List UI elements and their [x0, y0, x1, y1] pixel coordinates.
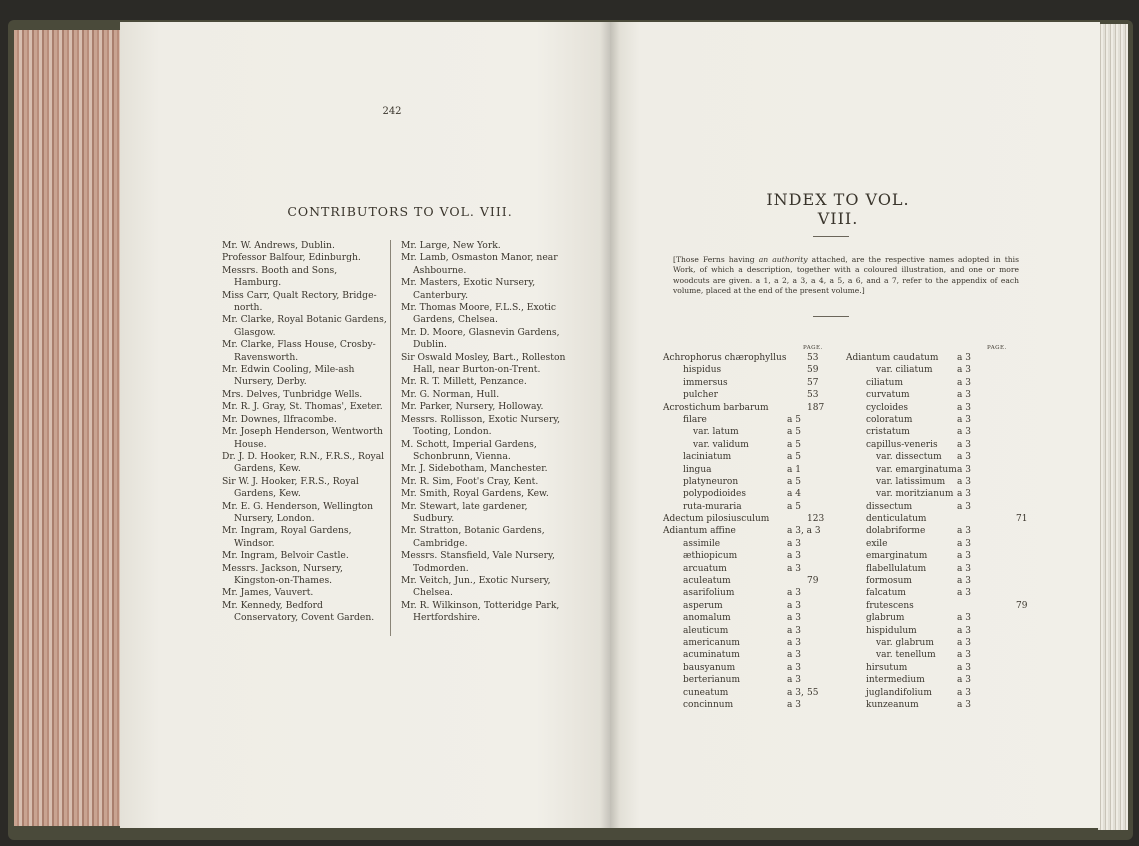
index-entry — [663, 377, 823, 389]
index-entry-name: dissectum — [866, 501, 913, 512]
index-entry-appendix-ref: a 4 — [787, 489, 801, 500]
index-entry — [846, 414, 1006, 426]
index-entry-appendix-ref: a 3 — [787, 538, 801, 549]
index-entry-appendix-ref: a 3 — [957, 588, 971, 599]
index-entry-appendix-ref: a 5 — [787, 427, 801, 438]
index-entry-name: exile — [866, 538, 888, 549]
index-entry-appendix-ref: a 3 — [957, 501, 971, 512]
index-entry-appendix-ref: a 3 — [957, 699, 971, 710]
index-entry-name: flabellulatum — [866, 563, 927, 574]
index-entry-name: juglandifolium — [866, 687, 932, 698]
index-entry-appendix-ref: a 3, — [787, 687, 804, 698]
index-entry-name: cuneatum — [683, 687, 729, 698]
index-entry-name: hispidulum — [866, 625, 917, 636]
index-entry — [846, 364, 1006, 376]
index-entry — [846, 674, 1006, 686]
index-entry-page: 57 — [807, 377, 819, 388]
index-entry — [663, 488, 823, 500]
index-entry-name: var. ciliatum — [876, 365, 933, 376]
index-entry — [663, 352, 823, 364]
contributor-entry: Mr. Thomas Moore, F.L.S., Exotic Gardens, Chelsea. — [401, 302, 556, 326]
contributor-entry: Mr. R. Wilkinson, Totteridge Park, Hertfordshire. — [401, 599, 560, 624]
index-intro — [673, 255, 1019, 297]
index-entry-name: pulcher — [683, 390, 718, 401]
page-edges-left — [14, 30, 124, 826]
index-entry-appendix-ref: a 3 — [957, 625, 971, 636]
index-entry — [846, 389, 1006, 401]
index-entry-name: æthiopicum — [683, 551, 738, 562]
index-entry-name: var. moritzianum — [876, 489, 954, 500]
index-entry-appendix-ref: a 3 — [957, 551, 971, 562]
index-entry-name: Achrophorus chærophyllus — [663, 353, 787, 363]
contributor-entry: Mr. Large, New York. — [401, 240, 501, 251]
index-entry-page: 59 — [807, 365, 819, 376]
contributor-entry: Messrs. Booth and Sons, Hamburg. — [222, 264, 338, 289]
page-column-head-right: PAGE. — [987, 345, 1007, 351]
index-entry-name: formosum — [866, 576, 912, 587]
contributors-column-right — [401, 240, 566, 625]
index-entry-appendix-ref: a 3 — [787, 588, 801, 599]
index-entry-appendix-ref: a 3 — [957, 414, 971, 425]
contributor-entry: Sir W. J. Hooker, F.R.S., Royal Gardens, Kew. — [222, 475, 359, 500]
index-entry-appendix-ref: a 3 — [957, 687, 971, 698]
index-entry-name: Acrostichum barbarum — [663, 402, 769, 413]
index-entry-name: var. glabrum — [876, 637, 934, 648]
index-entry — [663, 501, 823, 513]
index-entry-appendix-ref: a 3 — [957, 563, 971, 574]
index-entry — [846, 538, 1006, 550]
index-entry-name: frutescens — [866, 600, 914, 611]
index-entry-name: var. latissimum — [876, 476, 946, 487]
index-entry — [846, 451, 1006, 463]
index-entry — [663, 687, 823, 699]
index-entry-name: capillus-veneris — [866, 439, 938, 450]
contributor-entry: Mr. Clarke, Flass House, Crosby-Ravensworth. — [222, 339, 376, 363]
index-entry-appendix-ref: a 3 — [957, 526, 971, 537]
column-divider — [390, 240, 391, 636]
index-entry-name: Adiantum affine — [663, 526, 736, 537]
index-entry-name: Adiantum caudatum — [846, 353, 939, 363]
index-entry-appendix-ref: a 3 — [957, 464, 971, 475]
index-entry — [663, 637, 823, 649]
index-entry-name: aculeatum — [683, 576, 731, 587]
index-entry-page: 53 — [807, 353, 819, 363]
index-entry-name: arcuatum — [683, 563, 727, 574]
index-entry-name: curvatum — [866, 390, 910, 401]
index-entry-page: 55 — [807, 687, 819, 698]
index-entry — [846, 513, 1028, 525]
index-entry-name: glabrum — [866, 613, 905, 624]
contributor-entry: Mr. R. T. Millett, Penzance. — [401, 376, 527, 388]
index-entry-appendix-ref: a 5 — [787, 501, 801, 512]
index-entry-appendix-ref: a 3 — [957, 365, 971, 376]
index-entry-appendix-ref: a 5 — [787, 452, 801, 463]
contributor-entry: Mr. Lamb, Osmaston Manor, near Ashbourne. — [401, 252, 558, 276]
contributor-entry: Miss Carr, Qualt Rectory, Bridge-north. — [222, 289, 377, 314]
index-entry-name: laciniatum — [683, 452, 732, 463]
index-entry-name: anomalum — [683, 613, 731, 624]
index-entry-appendix-ref: a 3 — [787, 551, 801, 562]
index-entry-appendix-ref: a 3 — [787, 600, 801, 611]
index-entry-appendix-ref: a 3 — [787, 650, 801, 661]
index-entry-name: var. emarginatum — [876, 464, 957, 475]
index-entry-name: denticulatum — [866, 514, 927, 525]
contributor-entry: Mr. James, Vauvert. — [222, 587, 314, 599]
index-entry — [663, 525, 823, 537]
index-entry-name: bausyanum — [683, 662, 736, 673]
index-entry-name: filare — [683, 414, 707, 425]
index-entry-page: 53 — [807, 390, 819, 401]
index-entry — [663, 389, 823, 401]
index-entry — [846, 439, 1006, 451]
index-entry-appendix-ref: a 3 — [957, 427, 971, 438]
contributor-entry: M. Schott, Imperial Gardens, Schonbrunn, Vienna. — [401, 438, 537, 462]
index-entry-appendix-ref: a 3 — [957, 377, 971, 388]
index-entry-appendix-ref: a 3 — [787, 613, 801, 624]
index-entry — [663, 699, 823, 711]
index-entry — [846, 625, 1006, 637]
index-entry — [846, 464, 1006, 476]
index-entry-appendix-ref: a 3 — [957, 650, 971, 661]
index-column-left — [663, 352, 823, 711]
page-column-head-left: PAGE. — [803, 345, 823, 351]
index-entry-name: aleuticum — [683, 625, 729, 636]
index-entry — [846, 637, 1006, 649]
index-entry — [846, 687, 1006, 699]
index-entry-name: polypodioides — [683, 489, 746, 500]
index-entry-appendix-ref: a 3 — [957, 476, 971, 487]
index-entry — [846, 699, 1006, 711]
contributor-entry: Mr. Veitch, Jun., Exotic Nursery, Chelsea. — [401, 574, 551, 599]
contributor-entry: Mr. Stewart, late gardener, Sudbury. — [401, 500, 528, 524]
index-entry-name: lingua — [683, 464, 712, 475]
index-entry-appendix-ref: a 3 — [957, 353, 971, 363]
index-entry-name: var. dissectum — [876, 452, 942, 463]
index-entry — [663, 513, 823, 525]
contributor-entry: Mr. Joseph Henderson, Wentworth House. — [222, 426, 383, 450]
contributor-entry: Mr. Ingram, Belvoir Castle. — [222, 550, 349, 562]
index-entry-name: acuminatum — [683, 650, 740, 661]
contributors-title: CONTRIBUTORS TO VOL. VIII. — [287, 204, 513, 219]
contributor-entry: Professor Balfour, Edinburgh. — [222, 252, 361, 264]
contributor-entry: Mr. Downes, Ilfracombe. — [222, 413, 337, 425]
book-gutter — [600, 22, 620, 828]
index-entry — [846, 563, 1006, 575]
contributor-entry: Mr. Smith, Royal Gardens, Kew. — [401, 488, 549, 500]
contributor-entry: Mr. Kennedy, Bedford Conservatory, Covent Garden. — [222, 599, 375, 624]
index-entry-appendix-ref: a 3 — [957, 613, 971, 624]
index-entry-name: asperum — [683, 600, 723, 611]
contributor-entry: Mr. R. Sim, Foot's Cray, Kent. — [401, 475, 539, 487]
index-entry — [846, 488, 1006, 500]
index-entry-appendix-ref: a 3 — [957, 662, 971, 673]
index-entry — [663, 625, 823, 637]
index-entry — [846, 662, 1006, 674]
index-entry-appendix-ref: a 3 — [957, 675, 971, 686]
index-entry-name: concinnum — [683, 699, 734, 710]
index-entry — [846, 402, 1006, 414]
index-entry-name: assimile — [683, 538, 721, 549]
index-entry-appendix-ref: a 3 — [957, 439, 971, 450]
index-entry-name: kunzeanum — [866, 699, 919, 710]
index-entry — [663, 674, 823, 686]
index-entry-name: dolabriforme — [866, 526, 926, 537]
index-entry — [846, 600, 1028, 612]
index-entry-appendix-ref: a 3 — [957, 637, 971, 648]
index-entry-appendix-ref: a 3 — [957, 452, 971, 463]
index-entry — [846, 501, 1006, 513]
index-entry-name: Adectum pilosiusculum — [663, 514, 770, 525]
index-entry — [663, 414, 823, 426]
contributor-entry: Messrs. Jackson, Nursery, Kingston-on-Thames. — [222, 562, 343, 586]
index-entry-appendix-ref: a 3 — [957, 538, 971, 549]
index-entry — [663, 600, 823, 612]
index-entry-page: 71 — [1016, 514, 1028, 525]
index-entry-appendix-ref: a 5 — [787, 476, 801, 487]
title-rule — [813, 236, 849, 237]
index-entry-appendix-ref: a 3, a 3 — [787, 526, 821, 537]
index-entry-name: platyneuron — [683, 476, 739, 487]
index-entry-name: berterianum — [683, 675, 741, 686]
index-entry-appendix-ref: a 3 — [957, 576, 971, 587]
index-entry — [663, 402, 823, 414]
page-edges-right — [1098, 24, 1128, 830]
index-entry — [663, 426, 823, 438]
index-entry — [663, 575, 823, 587]
index-entry — [663, 550, 823, 562]
contributor-entry: Mr. G. Norman, Hull. — [401, 388, 500, 400]
intro-text-before: [Those Ferns having — [673, 255, 755, 264]
contributor-entry: Mr. D. Moore, Glasnevin Gardens, Dublin. — [401, 326, 560, 351]
contributor-entry: Messrs. Rollisson, Exotic Nursery, Tooting, London. — [401, 413, 561, 438]
index-entry-appendix-ref: a 3 — [787, 563, 801, 574]
index-entry-name: var. validum — [693, 439, 749, 450]
contributor-entry: Sir Oswald Mosley, Bart., Rolleston Hall, near Burton-on-Trent. — [401, 351, 566, 376]
contributor-entry: Mr. Clarke, Royal Botanic Gardens, Glasgow. — [222, 314, 387, 338]
contributor-entry: Mr. Stratton, Botanic Gardens, Cambridge. — [401, 525, 545, 549]
index-entry-name: cristatum — [866, 427, 910, 438]
page-number: 242 — [382, 106, 402, 117]
index-entry — [846, 587, 1006, 599]
index-entry — [846, 649, 1006, 661]
index-entry — [846, 612, 1006, 624]
contributor-entry: Mr. J. Sidebotham, Manchester. — [401, 463, 548, 475]
index-entry-page: 79 — [1016, 600, 1028, 611]
index-title: INDEX TO VOL. VIII. — [766, 190, 910, 228]
index-entry-page: 123 — [807, 514, 825, 525]
index-entry-name: immersus — [683, 377, 728, 388]
index-entry — [663, 538, 823, 550]
index-entry — [663, 662, 823, 674]
index-entry-appendix-ref: a 3 — [957, 402, 971, 413]
contributor-entry: Mr. Parker, Nursery, Holloway. — [401, 401, 544, 413]
index-entry-name: cycloides — [866, 402, 909, 413]
index-entry-name: emarginatum — [866, 551, 928, 562]
index-entry — [663, 612, 823, 624]
index-entry-name: var. latum — [693, 427, 739, 438]
index-entry-name: hispidus — [683, 365, 722, 376]
contributor-entry: Mr. R. J. Gray, St. Thomas', Exeter. — [222, 401, 383, 413]
index-entry-name: coloratum — [866, 414, 913, 425]
index-entry — [846, 426, 1006, 438]
index-entry-name: intermedium — [866, 675, 925, 686]
index-entry — [846, 550, 1006, 562]
index-entry-appendix-ref: a 3 — [787, 699, 801, 710]
contributor-entry: Mr. Masters, Exotic Nursery, Canterbury. — [401, 277, 536, 301]
index-entry — [846, 352, 1006, 364]
index-entry — [663, 451, 823, 463]
index-entry-appendix-ref: a 3 — [957, 390, 971, 401]
index-entry-page: 79 — [807, 576, 819, 587]
contributor-entry: Mrs. Delves, Tunbridge Wells. — [222, 388, 363, 400]
index-entry-appendix-ref: a 1 — [787, 464, 801, 475]
index-entry-name: asarifolium — [683, 588, 735, 599]
index-entry — [663, 464, 823, 476]
index-entry-appendix-ref: a 5 — [787, 439, 801, 450]
intro-text-emphasis: an authority — [758, 255, 808, 264]
index-entry — [846, 525, 1006, 537]
index-entry-page: 187 — [807, 402, 825, 413]
index-entry-name: ruta-muraria — [683, 501, 742, 512]
contributor-entry: Mr. E. G. Henderson, Wellington Nursery, London. — [222, 500, 373, 524]
index-entry — [846, 377, 1006, 389]
index-entry-name: var. tenellum — [876, 650, 936, 661]
index-entry — [663, 563, 823, 575]
contributor-entry: Mr. W. Andrews, Dublin. — [222, 240, 335, 251]
index-entry-appendix-ref: a 5 — [787, 414, 801, 425]
index-entry — [663, 439, 823, 451]
index-column-right — [846, 352, 1028, 711]
intro-rule — [813, 316, 849, 317]
contributor-entry: Dr. J. D. Hooker, R.N., F.R.S., Royal Gardens, Kew. — [222, 450, 385, 475]
index-entry-appendix-ref: a 3 — [787, 662, 801, 673]
index-entry-name: hirsutum — [866, 662, 908, 673]
index-entry-appendix-ref: a 3 — [787, 637, 801, 648]
index-entry — [846, 575, 1006, 587]
index-entry — [663, 587, 823, 599]
index-entry-name: falcatum — [866, 588, 906, 599]
index-entry — [846, 476, 1006, 488]
index-entry-appendix-ref: a 3 — [787, 625, 801, 636]
contributor-entry: Messrs. Stansfield, Vale Nursery, Todmorden. — [401, 550, 555, 574]
contributor-entry: Mr. Ingram, Royal Gardens, Windsor. — [222, 525, 352, 549]
index-entry — [663, 476, 823, 488]
contributor-entry: Mr. Edwin Cooling, Mile-ash Nursery, Derby. — [222, 364, 355, 388]
index-entry-name: americanum — [683, 637, 740, 648]
intro-text-after: attached, are the respective names adopted in this Work, of which a description, together with a coloured illustration, and one or more woodcuts are given. a 1, a 2, a 3, a 4, a 5, a 6, and a 7, refer to the appendix of each volume, placed at the end of the present volume.] — [673, 255, 1019, 296]
index-entry — [663, 649, 823, 661]
index-entry-appendix-ref: a 3 — [957, 489, 971, 500]
index-entry — [663, 364, 823, 376]
index-entry-name: ciliatum — [866, 377, 903, 388]
contributors-column-left — [222, 240, 387, 625]
index-entry-appendix-ref: a 3 — [787, 675, 801, 686]
